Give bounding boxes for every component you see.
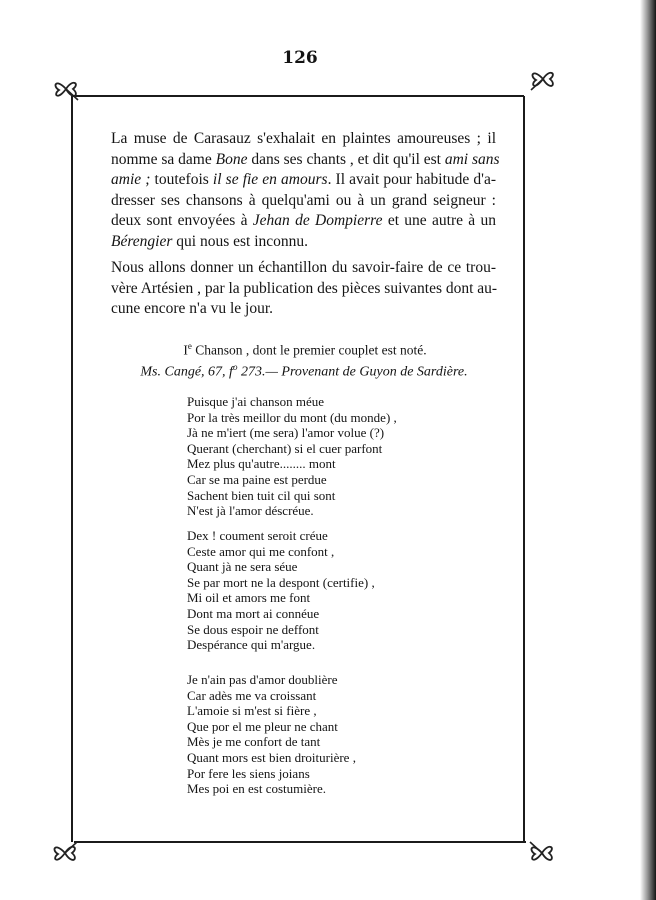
verse-line: L'amoie si m'est si fière , (187, 703, 317, 719)
frame-rule-left (71, 96, 73, 842)
verse-line: Dont ma mort ai connéue (187, 605, 320, 621)
text-line: vère Artésien , par la publication des pièces suivantes dont au- (111, 279, 498, 297)
paragraph-carasauz (111, 129, 500, 252)
verse-line: Sachent bien tuit cil qui sont (187, 487, 336, 503)
manuscript-reference: Ms. Cangé, 67, $f^o$ 273.— Provenant de Guyon de Sardière. (140, 362, 468, 380)
verse-line: Quant mors est bien droiturière , (187, 749, 356, 765)
verse-line: Se par mort ne la despont (certifie) , (187, 574, 375, 590)
corner-ornament-icon (528, 66, 558, 92)
page-number: 126 (282, 48, 318, 68)
verse-line: N'est jà l'amor déscréue. (187, 503, 314, 519)
verse-line: Mi oil et amors me font (187, 590, 311, 606)
verse-line: Ceste amor qui me confont , (187, 543, 335, 559)
corner-ornament-icon (50, 840, 80, 866)
stanza-1 (187, 394, 447, 519)
stanza-2 (187, 528, 447, 653)
verse-line: Quant jà ne sera séue (187, 559, 298, 575)
verse-line: Que por el me pleur ne chant (187, 718, 338, 734)
verse-line: Mes poi en est costumière. (187, 781, 326, 797)
verse-line: Mès je me confort de tant (187, 734, 321, 750)
verse-line: Car se ma paine est perdue (187, 471, 327, 487)
corner-ornament-icon (51, 76, 81, 102)
verse-line: Puisque j'ai chanson méue (187, 394, 325, 409)
book-spine-shadow (640, 0, 656, 900)
paragraph-echantillon (111, 258, 496, 320)
verse-line: Por fere les siens joians (187, 765, 310, 781)
text-line: La muse de Carasauz s'exhalait en plaintes amoureuses ; il (111, 130, 496, 147)
text-line: Bérengier qui nous est inconnu. (111, 232, 309, 250)
verse-line: Se dous espoir ne deffont (187, 621, 319, 637)
verse-line: Por la très meillor du mont (du monde) , (187, 409, 397, 425)
frame-rule-top (72, 95, 524, 97)
frame-rule-bottom (74, 841, 526, 843)
chanson-heading: Ie Chanson , dont le premier couplet est noté. (183, 341, 427, 358)
stanza-3 (187, 672, 447, 797)
corner-ornament-icon (527, 840, 557, 866)
verse-line: Dex ! coument seroit créue (187, 528, 328, 543)
verse-line: Jà ne m'iert (me sera) l'amor volue (?) (187, 425, 385, 441)
verse-line: Querant (cherchant) si el cuer parfont (187, 440, 383, 456)
text-line: deux sont envoyées à Jehan de Dompierre et une autre à un (111, 212, 496, 229)
text-line: cune encore n'a vu le jour. (111, 300, 274, 317)
verse-line: Car adès me va croissant (187, 687, 317, 703)
frame-rule-right (523, 96, 525, 842)
verse-line: Mez plus qu'autre........ mont (187, 456, 336, 472)
text-line: Nous allons donner un échantillon du savoir-faire de ce trou- (111, 259, 496, 276)
verse-line: Despérance qui m'argue. (187, 637, 316, 653)
text-line: nomme sa dame Bone dans ses chants , et dit qu'il est ami sans (111, 150, 500, 168)
verse-line: Je n'ain pas d'amor doublière (187, 672, 338, 687)
text-line: amie ; toutefois il se fie en amours. Il avait pour habitude d'a- (111, 171, 497, 188)
text-line: dresser ses chansons à quelqu'ami ou à un grand seigneur : (111, 191, 496, 209)
